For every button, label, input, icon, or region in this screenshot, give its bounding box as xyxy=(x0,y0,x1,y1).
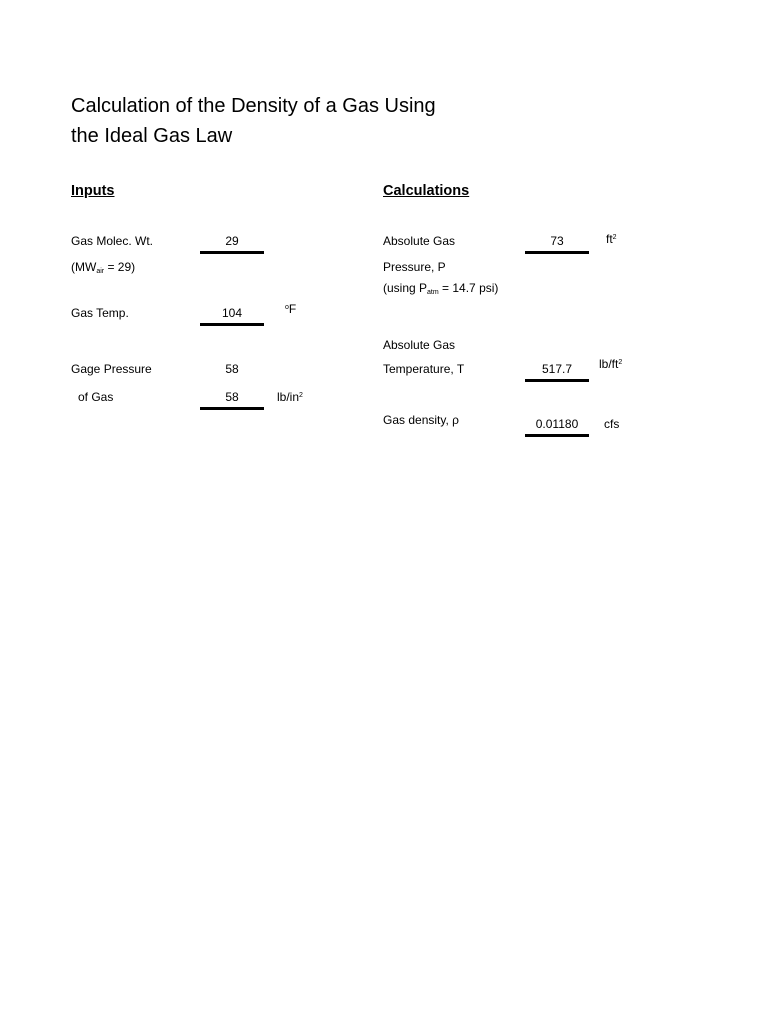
gage-pressure-label: Gage Pressure xyxy=(71,362,152,376)
absolute-pressure-unit: $ft^2$ xyxy=(606,232,617,246)
gas-density-value: 0.01180 xyxy=(525,417,589,437)
gas-temp-label: Gas Temp. xyxy=(71,306,129,320)
patm-note: (using $P_{atm} = 14.7$ psi) xyxy=(383,281,499,296)
absolute-gas-pressure-label-1: Absolute Gas xyxy=(383,234,456,248)
page-title-line-1: Calculation of the Density of a Gas Using xyxy=(71,95,436,117)
calculations-heading: Calculations xyxy=(383,183,470,199)
of-gas-label: of Gas xyxy=(78,390,114,404)
gas-density-unit: cfs xyxy=(604,417,620,431)
absolute-temperature-unit: $lb/ft^2$ xyxy=(599,357,623,371)
absolute-pressure-value: 73 xyxy=(525,234,589,254)
gage-pressure-top-value: 58 xyxy=(225,362,239,376)
absolute-gas-temperature-label-1: Absolute Gas xyxy=(383,338,456,352)
mw-air-note: $(MW_{air} = 29)$ xyxy=(71,260,136,275)
gas-molec-wt-label: Gas Molec. Wt. xyxy=(71,234,154,248)
inputs-heading: Inputs xyxy=(71,183,115,199)
gas-temp-unit: $^o$F xyxy=(285,302,297,316)
page-title-line-2: the Ideal Gas Law xyxy=(71,125,233,147)
gage-pressure-unit: $lb/in^2$ xyxy=(277,390,303,404)
gas-density-label: Gas density, ρ xyxy=(383,413,459,427)
gas-temp-value: 104 xyxy=(200,306,264,326)
absolute-temperature-value: 517.7 xyxy=(525,362,589,382)
gas-molec-wt-value: 29 xyxy=(200,234,264,254)
absolute-gas-pressure-label-2: Pressure, P xyxy=(383,260,446,274)
absolute-gas-temperature-label-2: Temperature, T xyxy=(383,362,465,376)
gage-pressure-value: 58 xyxy=(200,390,264,410)
